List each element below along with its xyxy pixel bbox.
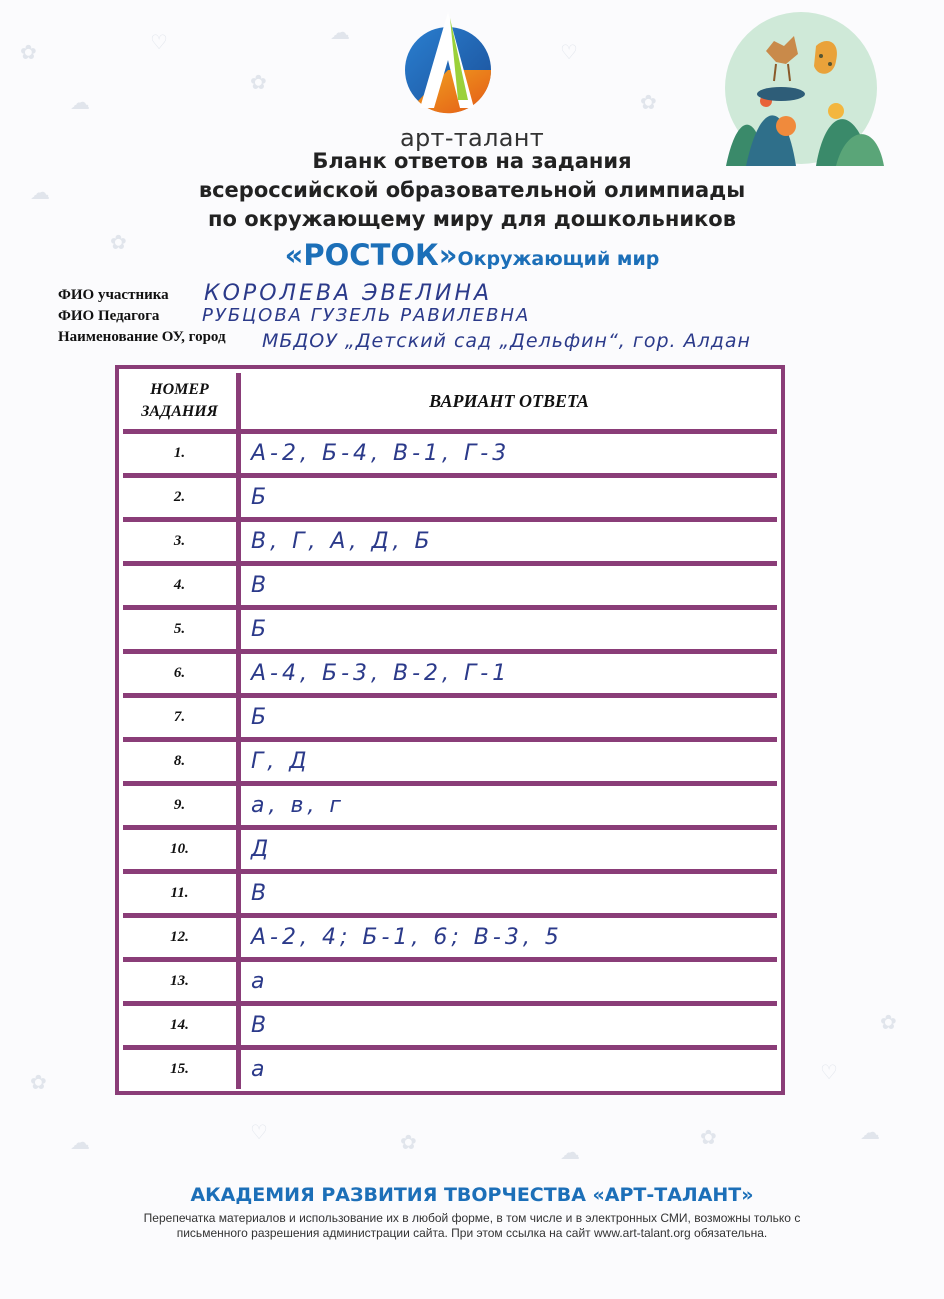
- brand-name: арт-талант: [400, 124, 544, 152]
- olympiad-subject: Окружающий мир: [457, 248, 660, 270]
- school-name: МБДОУ „Детский сад „Дельфин“, гор. Алдан: [262, 330, 751, 352]
- academy-title: АКАДЕМИЯ РАЗВИТИЯ ТВОРЧЕСТВА «АРТ-ТАЛАНТ»: [190, 1184, 754, 1206]
- participant-name: КОРОЛЕВА ЭВЕЛИНА: [204, 281, 493, 306]
- task-number-cell: 5.: [123, 610, 241, 649]
- answer-cell: В: [251, 1013, 271, 1038]
- copyright-note-line2: письменного разрешения администрации сайта. При этом ссылка на сайт www.art-talant.org обязательна.: [176, 1226, 768, 1240]
- answer-cell: В: [251, 573, 271, 598]
- table-row: [123, 918, 777, 962]
- table-row: [123, 478, 777, 522]
- task-number-cell: 4.: [123, 566, 241, 605]
- answer-cell: В, Г, А, Д, Б: [251, 529, 434, 554]
- task-number-cell: 12.: [123, 918, 241, 957]
- participant-label: ФИО участника: [58, 287, 169, 303]
- task-number-cell: 7.: [123, 698, 241, 737]
- table-row: [123, 654, 777, 698]
- answer-cell: А-2, Б-4, В-1, Г-3: [251, 441, 511, 466]
- task-number-cell: 2.: [123, 478, 241, 517]
- table-row: [123, 786, 777, 830]
- answer-cell: а: [251, 969, 269, 994]
- teacher-name: РУБЦОВА ГУЗЕЛЬ РАВИЛЕВНА: [202, 305, 531, 326]
- task-number-cell: 10.: [123, 830, 241, 869]
- task-number-cell: 3.: [123, 522, 241, 561]
- table-row: [123, 566, 777, 610]
- table-row: [123, 1006, 777, 1050]
- table-row: [123, 742, 777, 786]
- answer-cell: Б: [251, 485, 271, 510]
- answer-cell: А-2, 4; Б-1, 6; В-3, 5: [251, 925, 563, 950]
- answer-cell: а: [251, 1057, 269, 1082]
- answers-table: [115, 365, 785, 1095]
- answer-cell: Б: [251, 705, 271, 730]
- table-row: [123, 610, 777, 654]
- task-number-cell: 14.: [123, 1006, 241, 1045]
- task-number-cell: 15.: [123, 1050, 241, 1089]
- answer-cell: Б: [251, 617, 271, 642]
- header-answer-variant: ВАРИАНТ ОТВЕТА: [429, 390, 589, 411]
- answer-cell: В: [251, 881, 271, 906]
- nature-illustration-icon: [706, 6, 886, 168]
- task-number-cell: 13.: [123, 962, 241, 1001]
- table-header-row: [123, 373, 777, 434]
- table-row: [123, 962, 777, 1006]
- table-row: [123, 874, 777, 918]
- answer-cell: Д: [251, 837, 273, 862]
- copyright-note-line1: Перепечатка материалов и использование их в любой форме, в том числе и в электронных СМИ, возможны только с: [143, 1211, 801, 1225]
- task-number-cell: 8.: [123, 742, 241, 781]
- table-row: [123, 830, 777, 874]
- art-talant-logo-icon: [398, 8, 498, 120]
- sheet-title-line1: Бланк ответов на задания: [312, 149, 632, 173]
- copyright-note: [80, 1211, 864, 1241]
- table-row: [123, 434, 777, 478]
- olympiad-name-line: [0, 238, 944, 272]
- background-doodles: ✿ ☁ ♡ ✿ ☁ ♡ ✿ ☁ ✿ ✿ ☁ ♡ ☁ ✿ ✿ ☁ ♡ ✿: [20, 20, 897, 1164]
- table-row: [123, 698, 777, 742]
- table-row: [123, 1050, 777, 1089]
- task-number-cell: 6.: [123, 654, 241, 693]
- answer-cell: Г, Д: [251, 749, 311, 774]
- school-label: Наименование ОУ, город: [58, 329, 226, 345]
- teacher-label: ФИО Педагога: [58, 308, 160, 324]
- olympiad-name: «РОСТОК»: [284, 238, 458, 272]
- task-number-cell: 1.: [123, 434, 241, 473]
- sheet-title-line2: всероссийской образовательной олимпиады: [198, 178, 746, 202]
- answer-cell: А-4, Б-3, В-2, Г-1: [251, 661, 511, 686]
- task-number-cell: 11.: [123, 874, 241, 913]
- sheet-title-line3: по окружающему миру для дошкольников: [207, 207, 737, 231]
- header-task-number: НОМЕР ЗАДАНИЯ: [123, 373, 241, 429]
- answer-cell: а, в, г: [251, 793, 345, 818]
- task-number-cell: 9.: [123, 786, 241, 825]
- table-row: [123, 522, 777, 566]
